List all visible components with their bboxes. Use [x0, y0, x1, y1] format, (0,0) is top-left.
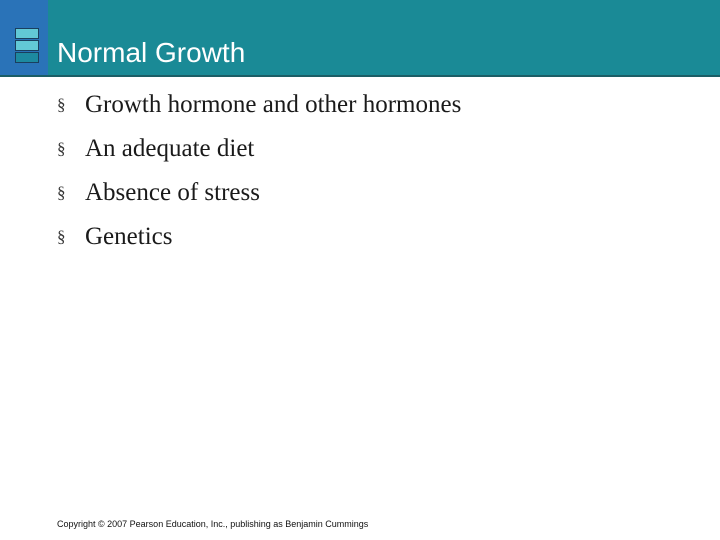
stacked-blocks-logo-icon	[15, 28, 39, 39]
bullet-text: An adequate diet	[85, 135, 255, 162]
title-bar-divider	[0, 75, 720, 77]
stacked-blocks-logo-icon	[15, 40, 39, 51]
bullet-text: Absence of stress	[85, 179, 260, 206]
copyright-footer: Copyright © 2007 Pearson Education, Inc., publishing as Benjamin Cummings	[57, 519, 369, 529]
logo-strip	[0, 0, 48, 75]
bullet-marker-icon: §	[57, 95, 66, 114]
bullet-marker-icon: §	[57, 183, 66, 202]
bullet-marker-icon: §	[57, 227, 66, 246]
bullet-text: Growth hormone and other hormones	[85, 91, 462, 118]
stacked-blocks-logo-icon	[15, 52, 39, 63]
slide-title: Normal Growth	[57, 37, 246, 68]
bullet-text: Genetics	[85, 223, 173, 250]
bullet-marker-icon: §	[57, 139, 66, 158]
